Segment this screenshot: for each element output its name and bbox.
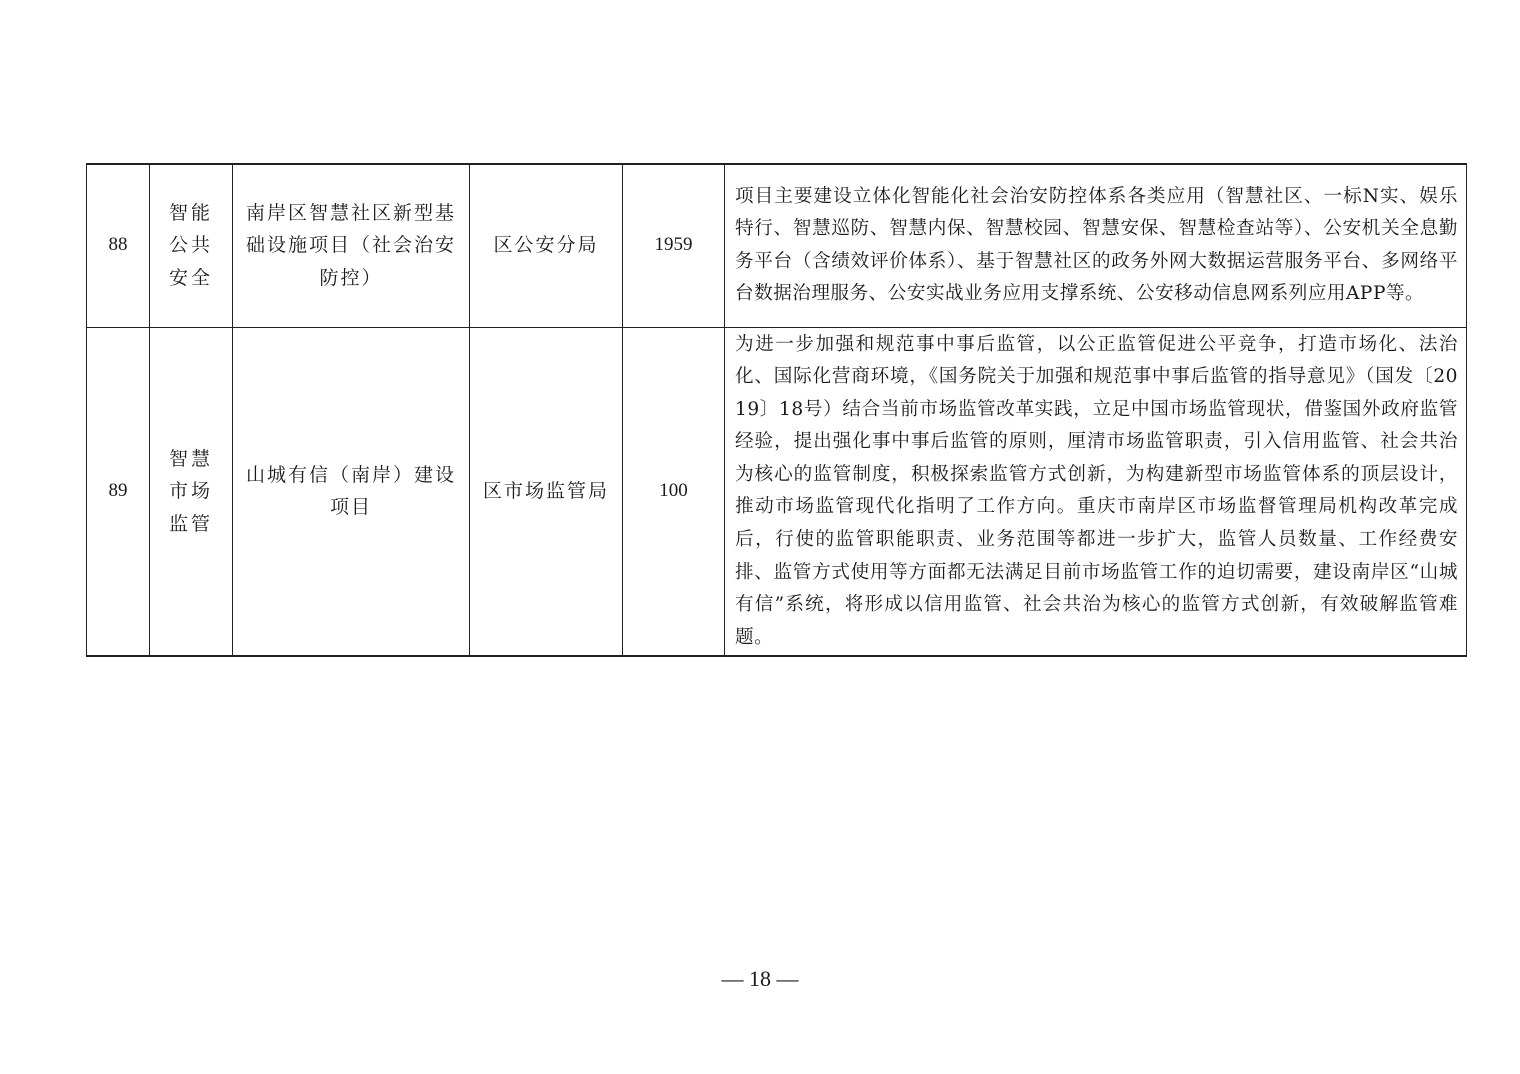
row-project-name: 南岸区智慧社区新型基础设施项目（社会治安防控） [233,164,470,327]
projects-table [86,163,1467,657]
row-description: 项目主要建设立体化智能化社会治安防控体系各类应用（智慧社区、一标N实、娱乐特行、智慧巡防、智慧内保、智慧校园、智慧安保、智慧检查站等）、公安机关全息勤务平台（含绩效评价体系）、基于智慧社区的政务外网大数据运营服务平台、多网络平台数据治理服务、公安实战业务应用支撑系统、公安移动信息网系列应用APP等。 [725,164,1467,327]
row-amount: 100 [623,327,725,656]
row-number: 89 [87,327,150,656]
row-area: 智慧市场监管 [150,327,233,656]
row-amount: 1959 [623,164,725,327]
row-area: 智能公共安全 [150,164,233,327]
row-number: 88 [87,164,150,327]
row-project-name: 山城有信（南岸）建设项目 [233,327,470,656]
row-description: 为进一步加强和规范事中事后监管，以公正监管促进公平竞争，打造市场化、法治化、国际化营商环境，《国务院关于加强和规范事中事后监管的指导意见》（国发〔2019〕18号）结合当前市场监管改革实践，立足中国市场监管现状，借鉴国外政府监管经验，提出强化事中事后监管的原则，厘清市场监管职责，引入信用监管、社会共治为核心的监管制度，积极探索监管方式创新，为构建新型市场监管体系的顶层设计，推动市场监管现代化指明了工作方向。重庆市南岸区市场监督管理局机构改革完成后，行使的监管职能职责、业务范围等都进一步扩大，监管人员数量、工作经费安排、监管方式使用等方面都无法满足目前市场监管工作的迫切需要，建设南岸区“山城有信”系统，将形成以信用监管、社会共治为核心的监管方式创新，有效破解监管难题。 [725,327,1467,656]
row-department: 区公安分局 [470,164,623,327]
page-number: — 18 — [721,966,799,991]
table-row [87,327,1467,656]
row-department: 区市场监管局 [470,327,623,656]
table-row [87,164,1467,327]
